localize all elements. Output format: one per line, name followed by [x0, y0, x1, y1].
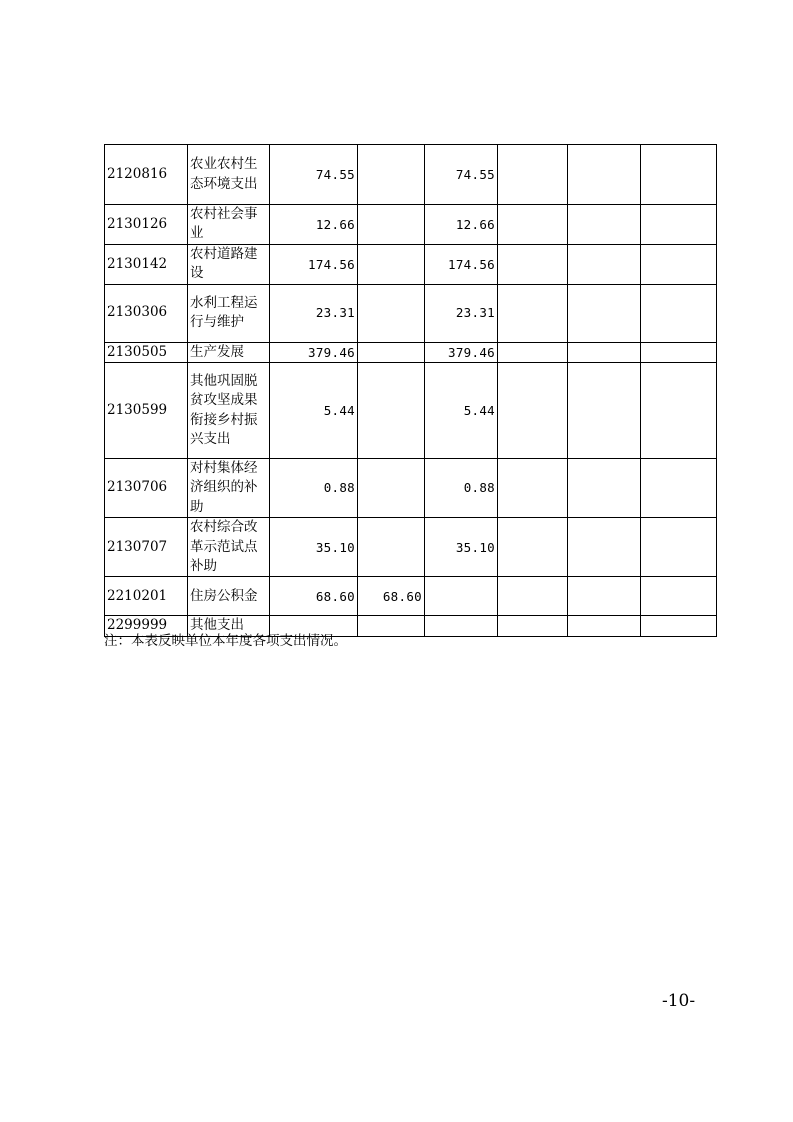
total-amount-cell: 68.60 [270, 577, 358, 616]
account-code-cell: 2130707 [105, 518, 188, 577]
account-code-cell: 2130706 [105, 459, 188, 518]
empty-column-cell [641, 616, 717, 636]
project-expenditure-cell: 35.10 [425, 518, 498, 577]
project-expenditure-cell [425, 577, 498, 616]
basic-expenditure-cell: 68.60 [358, 577, 425, 616]
project-expenditure-cell [425, 616, 498, 636]
empty-column-cell [641, 342, 717, 362]
empty-column-cell [498, 518, 568, 577]
empty-column-cell [498, 363, 568, 459]
table-row [105, 577, 717, 616]
empty-column-cell [568, 145, 641, 205]
table-row [105, 244, 717, 284]
empty-column-cell [498, 577, 568, 616]
project-expenditure-cell: 12.66 [425, 205, 498, 245]
empty-column-cell [568, 577, 641, 616]
account-name-cell: 农业农村生态环境支出 [188, 145, 270, 205]
project-expenditure-cell: 74.55 [425, 145, 498, 205]
basic-expenditure-cell [358, 363, 425, 459]
empty-column-cell [641, 205, 717, 245]
table-row [105, 459, 717, 518]
project-expenditure-cell: 23.31 [425, 284, 498, 342]
empty-column-cell [498, 284, 568, 342]
total-amount-cell: 5.44 [270, 363, 358, 459]
empty-column-cell [641, 363, 717, 459]
table-row [105, 205, 717, 245]
empty-column-cell [568, 459, 641, 518]
project-expenditure-cell: 379.46 [425, 342, 498, 362]
total-amount-cell: 74.55 [270, 145, 358, 205]
empty-column-cell [498, 616, 568, 636]
empty-column-cell [641, 459, 717, 518]
account-code-cell: 2130599 [105, 363, 188, 459]
total-amount-cell: 35.10 [270, 518, 358, 577]
total-amount-cell: 379.46 [270, 342, 358, 362]
page-number: -10- [662, 991, 696, 1011]
table-note: 注：本表反映单位本年度各项支出情况。 [104, 633, 347, 649]
account-code-cell: 2299999 [105, 616, 188, 636]
project-expenditure-cell: 174.56 [425, 244, 498, 284]
empty-column-cell [498, 205, 568, 245]
account-name-cell: 农村道路建设 [188, 244, 270, 284]
basic-expenditure-cell [358, 616, 425, 636]
table-body [105, 145, 717, 637]
total-amount-cell: 174.56 [270, 244, 358, 284]
total-amount-cell: 23.31 [270, 284, 358, 342]
account-name-cell: 其他支出 [188, 616, 270, 636]
total-amount-cell: 12.66 [270, 205, 358, 245]
table-row [105, 518, 717, 577]
basic-expenditure-cell [358, 284, 425, 342]
basic-expenditure-cell [358, 205, 425, 245]
account-code-cell: 2130306 [105, 284, 188, 342]
account-code-cell: 2130505 [105, 342, 188, 362]
empty-column-cell [498, 459, 568, 518]
empty-column-cell [641, 518, 717, 577]
empty-column-cell [641, 284, 717, 342]
account-name-cell: 农村社会事业 [188, 205, 270, 245]
empty-column-cell [498, 342, 568, 362]
account-code-cell: 2130142 [105, 244, 188, 284]
basic-expenditure-cell [358, 459, 425, 518]
basic-expenditure-cell [358, 518, 425, 577]
account-name-cell: 对村集体经济组织的补助 [188, 459, 270, 518]
account-code-cell: 2120816 [105, 145, 188, 205]
account-name-cell: 生产发展 [188, 342, 270, 362]
total-amount-cell: 0.88 [270, 459, 358, 518]
account-name-cell: 住房公积金 [188, 577, 270, 616]
empty-column-cell [568, 342, 641, 362]
empty-column-cell [641, 145, 717, 205]
empty-column-cell [641, 244, 717, 284]
empty-column-cell [568, 205, 641, 245]
empty-column-cell [498, 244, 568, 284]
expenditure-table [104, 144, 717, 637]
empty-column-cell [641, 577, 717, 616]
empty-column-cell [568, 616, 641, 636]
empty-column-cell [568, 244, 641, 284]
account-name-cell: 其他巩固脱贫攻坚成果衔接乡村振兴支出 [188, 363, 270, 459]
empty-column-cell [568, 363, 641, 459]
table-row [105, 342, 717, 362]
account-code-cell: 2130126 [105, 205, 188, 245]
empty-column-cell [498, 145, 568, 205]
project-expenditure-cell: 5.44 [425, 363, 498, 459]
table-row [105, 363, 717, 459]
basic-expenditure-cell [358, 342, 425, 362]
empty-column-cell [568, 284, 641, 342]
basic-expenditure-cell [358, 244, 425, 284]
account-code-cell: 2210201 [105, 577, 188, 616]
account-name-cell: 水利工程运行与维护 [188, 284, 270, 342]
account-name-cell: 农村综合改革示范试点补助 [188, 518, 270, 577]
project-expenditure-cell: 0.88 [425, 459, 498, 518]
table-row [105, 284, 717, 342]
empty-column-cell [568, 518, 641, 577]
table-row [105, 145, 717, 205]
basic-expenditure-cell [358, 145, 425, 205]
